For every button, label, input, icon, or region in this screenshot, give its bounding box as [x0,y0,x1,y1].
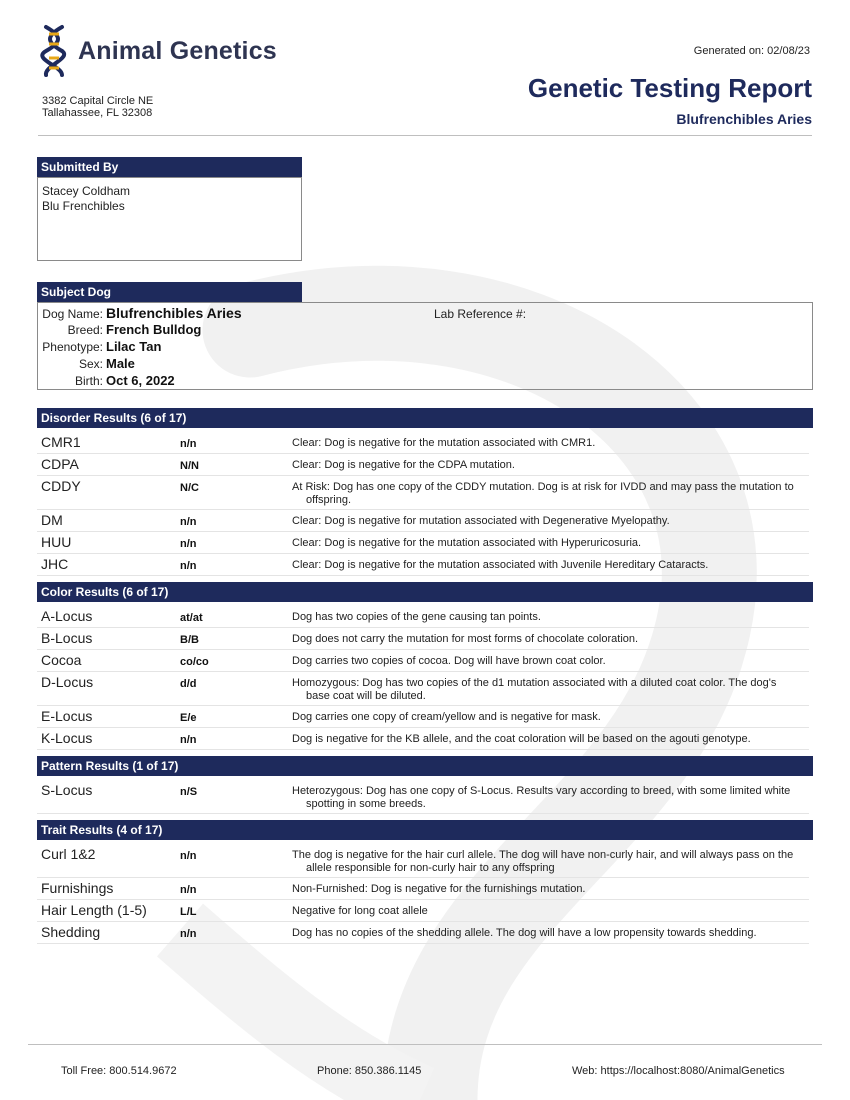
field-sex [38,356,812,373]
birth-value: Oct 6, 2022 [106,373,175,388]
results-section [37,756,813,820]
field-phenotype [38,339,812,356]
test-name: JHC [41,556,69,572]
genotype: n/n [180,438,197,450]
result-description-cell [291,512,809,529]
result-description-cell [291,556,809,573]
test-name: K-Locus [41,730,93,746]
result-description-cell [291,674,809,703]
results-section [37,408,813,582]
result-row [37,476,809,510]
genotype: n/n [180,928,197,940]
test-name: B-Locus [41,630,93,646]
header-divider [38,135,812,136]
genotype: E/e [180,712,197,724]
genotype: n/n [180,560,197,572]
result-description: Dog carries two copies of cocoa. Dog will have brown coat color. [292,655,606,667]
dog-name-value: Blufrenchibles Aries [106,305,242,321]
genotype: n/S [180,786,198,798]
results-section [37,582,813,756]
test-name: Cocoa [41,652,82,668]
lab-reference-label: Lab Reference #: [434,307,527,321]
test-name: Furnishings [41,880,114,896]
field-label: Birth: [74,374,103,388]
result-description: Dog has no copies of the shedding allele. The dog will have a low propensity towards shedding. [292,927,757,939]
test-name: A-Locus [41,608,93,624]
genotype: n/n [180,884,197,896]
section-spacer [37,944,813,950]
result-description-cell [291,708,809,725]
result-description-cell [291,880,809,897]
result-description: Clear: Dog is negative for the CDPA mutation. [292,459,515,471]
section-header: Color Results (6 of 17) [37,582,813,602]
submitted-by-box [37,157,302,261]
result-description: Non-Furnished: Dog is negative for the furnishings mutation. [292,883,586,895]
test-name: S-Locus [41,782,93,798]
report-subtitle: Blufrenchibles Aries [676,111,812,127]
result-description: At Risk: Dog has one copy of the CDDY mutation. Dog is at risk for IVDD and may pass the mutation to offspring. [292,481,794,506]
field-label: Breed: [67,323,103,337]
company-logo [40,24,277,78]
result-description-cell [291,846,809,875]
result-row [37,922,809,944]
genotype: L/L [180,906,197,918]
result-description-cell [291,924,809,941]
result-description: Dog carries one copy of cream/yellow and is negative for mask. [292,711,601,723]
genotype: n/n [180,850,197,862]
result-description: Clear: Dog is negative for the mutation associated with Hyperuricosuria. [292,537,642,549]
footer-divider [28,1044,822,1045]
subject-dog-body [37,302,813,390]
test-name: Hair Length (1-5) [41,902,147,918]
result-row [37,510,809,532]
result-description: The dog is negative for the hair curl allele. The dog will have non-curly hair, and will always pass on the allele responsible for non-curly hair to any offspring [292,849,794,874]
genotype: at/at [180,612,203,624]
result-row [37,554,809,576]
result-description-cell [291,630,809,647]
results-section [37,820,813,950]
sex-value: Male [106,356,135,371]
company-address [42,95,153,119]
test-name: DM [41,512,63,528]
generated-date: Generated on: 02/08/23 [693,45,810,57]
field-breed [38,322,812,339]
result-description-cell [291,478,809,507]
test-name: D-Locus [41,674,94,690]
submitted-by-body [37,177,302,261]
result-row [37,432,809,454]
field-dog-name [38,305,812,322]
submitter-name: Stacey Coldham [42,184,131,198]
result-row [37,844,809,878]
result-description-cell [291,608,809,625]
result-row [37,532,809,554]
section-header: Disorder Results (6 of 17) [37,408,813,428]
company-name: Animal Genetics [78,36,277,65]
result-description-cell [291,902,809,919]
genotype: d/d [180,678,197,690]
result-description-cell [291,652,809,669]
result-description-cell [291,534,809,551]
result-row [37,878,809,900]
result-description: Dog has two copies of the gene causing tan points. [292,611,541,623]
submitted-by-header: Submitted By [37,157,302,177]
result-row [37,628,809,650]
result-row [37,650,809,672]
result-description: Homozygous: Dog has two copies of the d1 mutation associated with a diluted coat color. The dog's base coat will be diluted. [292,677,777,702]
genotype: n/n [180,734,197,746]
field-label: Dog Name: [42,307,103,321]
section-header: Trait Results (4 of 17) [37,820,813,840]
result-description: Heterozygous: Dog has one copy of S-Locus. Results vary according to breed, with some limited white spotting in some breeds. [292,785,791,810]
test-name: E-Locus [41,708,93,724]
field-label: Sex: [78,357,103,371]
result-description-cell [291,782,809,811]
footer-phone: Phone: 850.386.1145 [317,1065,422,1077]
genotype: B/B [180,634,199,646]
section-header: Pattern Results (1 of 17) [37,756,813,776]
breed-value: French Bulldog [106,322,202,337]
result-row [37,706,809,728]
field-label: Phenotype: [42,340,103,354]
footer-toll-free: Toll Free: 800.514.9672 [61,1065,177,1077]
address-line-1: 3382 Capital Circle NE [42,95,154,107]
result-row [37,728,809,750]
result-description: Clear: Dog is negative for the mutation associated with CMR1. [292,437,596,449]
address-line-2: Tallahassee, FL 32308 [42,107,153,119]
results-container [37,408,813,950]
test-name: CDDY [41,478,81,494]
phenotype-value: Lilac Tan [106,339,162,354]
result-description-cell [291,456,809,473]
submitter-kennel: Blu Frenchibles [42,199,125,213]
result-row [37,780,809,814]
genotype: n/n [180,538,197,550]
footer-web-link[interactable]: Web: https://localhost:8080/AnimalGenetics [572,1065,785,1077]
test-name: CMR1 [41,434,81,450]
result-description-cell [291,730,809,747]
result-description: Clear: Dog is negative for mutation associated with Degenerative Myelopathy. [292,515,670,527]
genotype: N/N [180,460,199,472]
result-description: Negative for long coat allele [292,905,428,917]
result-row [37,454,809,476]
test-name: CDPA [41,456,79,472]
result-description: Dog is negative for the KB allele, and the coat coloration will be based on the agouti genotype. [292,733,751,745]
subject-dog-box [37,282,813,390]
test-name: Shedding [41,924,101,940]
dna-helix-icon [40,24,68,78]
result-row [37,606,809,628]
result-row [37,672,809,706]
report-title: Genetic Testing Report [527,73,812,103]
test-name: HUU [41,534,72,550]
result-row [37,900,809,922]
result-description-cell [291,434,809,451]
genotype: n/n [180,516,197,528]
genotype: N/C [180,482,199,494]
result-description: Dog does not carry the mutation for most forms of chocolate coloration. [292,633,639,645]
field-birth [38,373,812,390]
test-name: Curl 1&2 [41,846,96,862]
subject-dog-header: Subject Dog [37,282,302,302]
result-description: Clear: Dog is negative for the mutation associated with Juvenile Hereditary Cataracts. [292,559,709,571]
genotype: co/co [180,656,209,668]
